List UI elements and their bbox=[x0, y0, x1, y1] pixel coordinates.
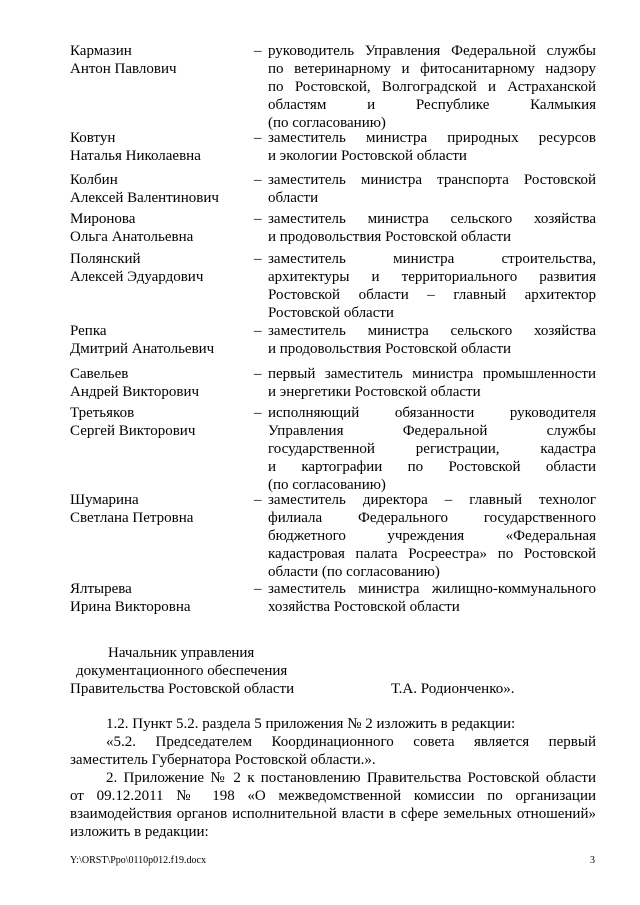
member-position-line: и энергетики Ростовской области bbox=[268, 384, 481, 400]
member-position-line: по ветеринарному и фитосанитарному надзору bbox=[268, 61, 596, 77]
paragraph-line: заместитель Губернатора Ростовской области.». bbox=[70, 752, 376, 768]
member-dash: – bbox=[254, 581, 262, 597]
member-position bbox=[268, 580, 596, 616]
member-name bbox=[70, 210, 245, 246]
member-position-line: и картографии по Ростовской области bbox=[268, 459, 596, 475]
member-given-names: Светлана Петровна bbox=[70, 510, 194, 526]
member-position-line: заместитель министра строительства, bbox=[268, 251, 596, 267]
member-position-line: (по согласованию) bbox=[268, 115, 386, 131]
paragraph-1-2 bbox=[70, 715, 596, 733]
member-position bbox=[268, 250, 596, 322]
signature-title-line1: Начальник управления bbox=[108, 645, 255, 661]
member-position bbox=[268, 322, 596, 358]
member-position-line: заместитель министра сельского хозяйства bbox=[268, 323, 596, 339]
member-position bbox=[268, 404, 596, 494]
member-surname: Ковтун bbox=[70, 130, 116, 146]
member-surname: Савельев bbox=[70, 366, 129, 382]
member-dash: – bbox=[254, 366, 262, 382]
member-position-line: Ростовской области – главный архитектор bbox=[268, 287, 596, 303]
member-position-line: области (по согласованию) bbox=[268, 564, 440, 580]
member-position-line: области bbox=[268, 190, 319, 206]
member-surname: Кармазин bbox=[70, 43, 132, 59]
member-position-line: руководитель Управления Федеральной службы bbox=[268, 43, 596, 59]
member-name bbox=[70, 580, 245, 616]
footer-file-path: Y:\ORST\Ppo\0110p012.f19.docx bbox=[70, 855, 206, 866]
member-position bbox=[268, 171, 596, 207]
member-name bbox=[70, 365, 245, 401]
member-position-line: кадастровая палата Росреестра» по Ростовской bbox=[268, 546, 596, 562]
member-given-names: Андрей Викторович bbox=[70, 384, 200, 400]
member-surname: Третьяков bbox=[70, 405, 135, 421]
member-dash: – bbox=[254, 251, 262, 267]
member-surname: Миронова bbox=[70, 211, 136, 227]
paragraph-line: «5.2. Председателем Координационного совета является первый bbox=[106, 734, 596, 750]
member-position-line: по Ростовской, Волгоградской и Астраханской bbox=[268, 79, 596, 95]
member-position-line: хозяйства Ростовской области bbox=[268, 599, 460, 615]
member-position-line: государственной регистрации, кадастра bbox=[268, 441, 596, 457]
member-position-line: заместитель директора – главный технолог bbox=[268, 492, 596, 508]
member-given-names: Антон Павлович bbox=[70, 61, 177, 77]
member-position-line: (по согласованию) bbox=[268, 477, 386, 493]
member-name bbox=[70, 404, 245, 440]
member-position-line: первый заместитель министра промышленности bbox=[268, 366, 596, 382]
paragraph-5-2-quote bbox=[70, 733, 596, 769]
member-dash: – bbox=[254, 172, 262, 188]
member-name bbox=[70, 250, 245, 286]
member-dash: – bbox=[254, 492, 262, 508]
signature-title-line2: документационного обеспечения bbox=[76, 663, 288, 679]
paragraph-line: 2. Приложение № 2 к постановлению Правительства Ростовской области bbox=[106, 770, 596, 786]
member-given-names: Ольга Анатольевна bbox=[70, 229, 194, 245]
member-given-names: Дмитрий Анатольевич bbox=[70, 341, 215, 357]
member-position-line: филиала Федерального государственного bbox=[268, 510, 596, 526]
member-position-line: и продовольствия Ростовской области bbox=[268, 341, 512, 357]
member-position-line: Ростовской области bbox=[268, 305, 394, 321]
member-name bbox=[70, 129, 245, 165]
member-given-names: Сергей Викторович bbox=[70, 423, 196, 439]
member-position-line: заместитель министра транспорта Ростовской bbox=[268, 172, 596, 188]
paragraph-text: 1.2. Пункт 5.2. раздела 5 приложения № 2 изложить в редакции: bbox=[106, 716, 516, 732]
member-position-line: и экологии Ростовской области bbox=[268, 148, 467, 164]
member-position-line: архитектуры и территориального развития bbox=[268, 269, 596, 285]
member-position-line: и продовольствия Ростовской области bbox=[268, 229, 512, 245]
member-surname: Шумарина bbox=[70, 492, 139, 508]
member-name bbox=[70, 171, 245, 207]
member-position-line: заместитель министра сельского хозяйства bbox=[268, 211, 596, 227]
member-surname: Ялтырева bbox=[70, 581, 132, 597]
member-position-line: исполняющий обязанности руководителя bbox=[268, 405, 596, 421]
member-dash: – bbox=[254, 43, 262, 59]
member-surname: Репка bbox=[70, 323, 107, 339]
member-dash: – bbox=[254, 323, 262, 339]
member-given-names: Наталья Николаевна bbox=[70, 148, 201, 164]
paragraph-line: от 09.12.2011 № 198 «О межведомственной комиссии по организации bbox=[70, 788, 596, 804]
member-given-names: Алексей Эдуардович bbox=[70, 269, 204, 285]
member-position-line: заместитель министра жилищно-коммунального bbox=[268, 581, 596, 597]
member-given-names: Ирина Викторовна bbox=[70, 599, 191, 615]
member-name bbox=[70, 42, 245, 78]
member-given-names: Алексей Валентинович bbox=[70, 190, 219, 206]
member-surname: Колбин bbox=[70, 172, 118, 188]
paragraph-line: взаимодействия органов исполнительной власти в сфере земельных отношений» bbox=[70, 806, 596, 822]
member-position bbox=[268, 42, 596, 132]
member-position-line: областям и Республике Калмыкия bbox=[268, 97, 596, 113]
member-position bbox=[268, 210, 596, 246]
member-position-line: заместитель министра природных ресурсов bbox=[268, 130, 596, 146]
signature-title-line3: Правительства Ростовской области bbox=[70, 681, 295, 697]
member-position bbox=[268, 365, 596, 401]
member-position bbox=[268, 129, 596, 165]
member-surname: Полянский bbox=[70, 251, 141, 267]
member-position-line: бюджетного учреждения «Федеральная bbox=[268, 528, 596, 544]
member-name bbox=[70, 322, 245, 358]
member-dash: – bbox=[254, 130, 262, 146]
signature-name: Т.А. Родионченко». bbox=[391, 681, 515, 697]
member-dash: – bbox=[254, 405, 262, 421]
footer-page-number: 3 bbox=[590, 855, 595, 866]
member-position-line: Управления Федеральной службы bbox=[268, 423, 596, 439]
paragraph-line: изложить в редакции: bbox=[70, 824, 209, 840]
member-position bbox=[268, 491, 596, 581]
member-dash: – bbox=[254, 211, 262, 227]
member-name bbox=[70, 491, 245, 527]
paragraph-2 bbox=[70, 769, 596, 841]
